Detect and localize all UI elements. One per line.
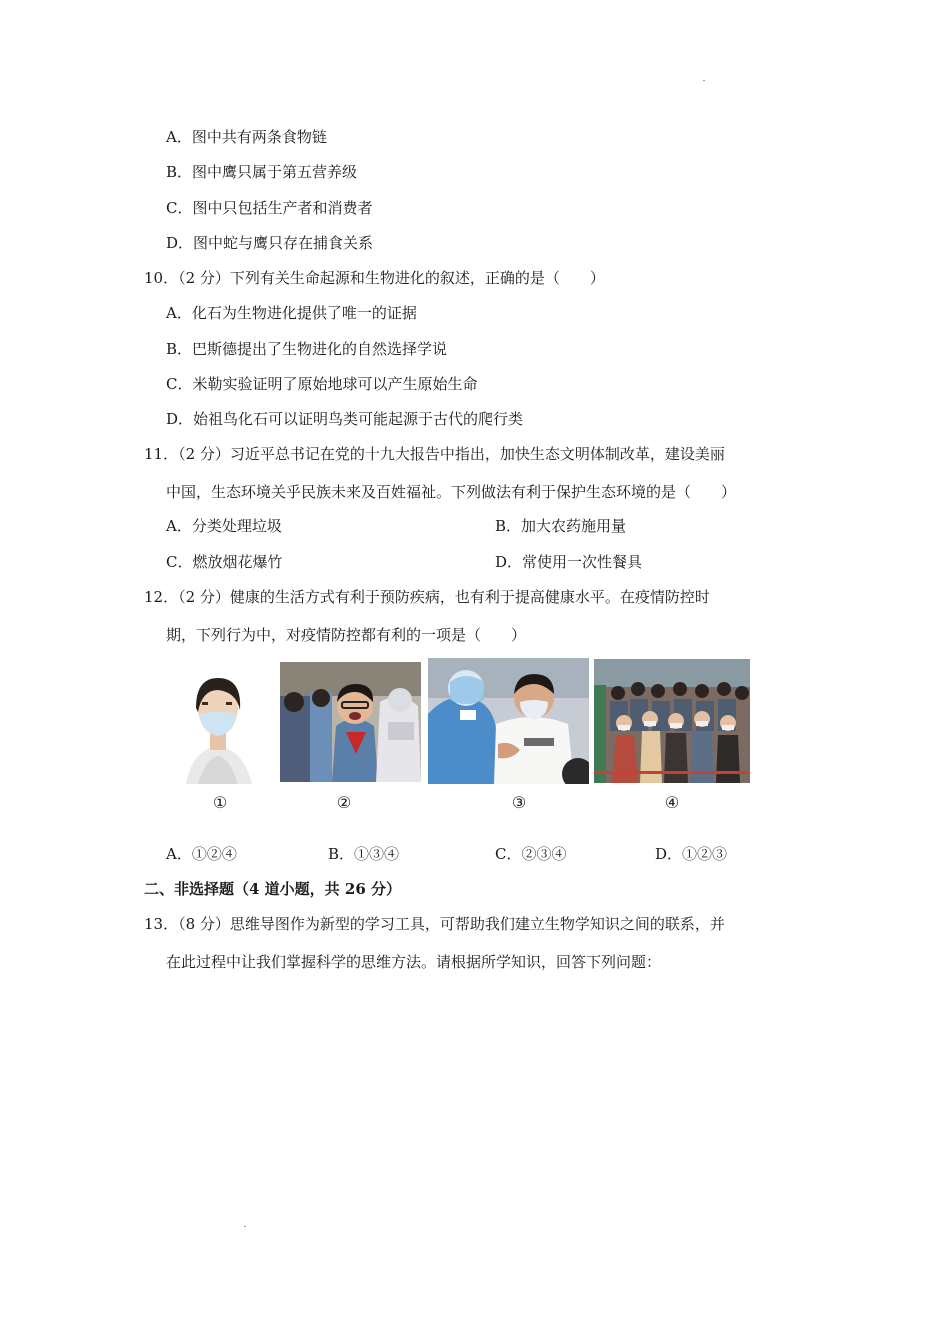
q11-option-b[interactable]: B．加大农药施用量 bbox=[495, 517, 627, 535]
q9-option-b[interactable]: B．图中鹰只属于第五营养级 bbox=[166, 163, 358, 181]
q12-stem-line2: 期，下列行为中，对疫情防控都有利的一项是（ ） bbox=[166, 626, 527, 644]
photo-vaccination bbox=[428, 658, 589, 784]
q9-option-a[interactable]: A．图中共有两条食物链 bbox=[166, 128, 327, 146]
q11-option-d[interactable]: D．常使用一次性餐具 bbox=[495, 553, 643, 571]
q12-stem-line1: 12．（2 分）健康的生活方式有利于预防疾病，也有利于提高健康水平。在疫情防控时 bbox=[144, 588, 710, 606]
page-mark-top bbox=[703, 80, 705, 81]
q11-stem-line1: 11．（2 分）习近平总书记在党的十九大报告中指出，加快生态文明体制改革，建设美丽 bbox=[144, 445, 725, 463]
photo-mask-wearing bbox=[166, 662, 270, 784]
q13-stem-line1: 13．（8 分）思维导图作为新型的学习工具，可帮助我们建立生物学知识之间的联系，并 bbox=[144, 915, 725, 933]
q12-option-b[interactable]: B．①③④ bbox=[328, 845, 400, 863]
photo-caption-4: ④ bbox=[664, 793, 680, 812]
photo-caption-3: ③ bbox=[511, 793, 527, 812]
q9-option-c[interactable]: C．图中只包括生产者和消费者 bbox=[166, 199, 373, 217]
photo-temperature-check bbox=[280, 662, 421, 782]
q10-option-c[interactable]: C．米勒实验证明了原始地球可以产生原始生命 bbox=[166, 375, 478, 393]
section-2-title: 二、非选择题（4 道小题，共 26 分） bbox=[144, 880, 401, 898]
q10-option-a[interactable]: A．化石为生物进化提供了唯一的证据 bbox=[166, 304, 417, 322]
q11-stem-line2: 中国，生态环境关乎民族未来及百姓福祉。下列做法有利于保护生态环境的是（ ） bbox=[166, 483, 737, 501]
q10-option-b[interactable]: B．巴斯德提出了生物进化的自然选择学说 bbox=[166, 340, 448, 358]
q9-option-d[interactable]: D．图中蛇与鹰只存在捕食关系 bbox=[166, 234, 374, 252]
page-mark-bottom bbox=[244, 1226, 246, 1227]
q10-option-d[interactable]: D．始祖鸟化石可以证明鸟类可能起源于古代的爬行类 bbox=[166, 410, 524, 428]
q12-option-c[interactable]: C．②③④ bbox=[495, 845, 567, 863]
q12-option-d[interactable]: D．①②③ bbox=[655, 845, 728, 863]
q10-stem: 10．（2 分）下列有关生命起源和生物进化的叙述，正确的是（ ） bbox=[144, 269, 605, 287]
q11-option-c[interactable]: C．燃放烟花爆竹 bbox=[166, 553, 283, 571]
photo-caption-2: ② bbox=[336, 793, 352, 812]
photo-caption-1: ① bbox=[212, 793, 228, 812]
q12-option-a[interactable]: A．①②④ bbox=[166, 845, 237, 863]
photo-crowd-queue bbox=[594, 659, 750, 783]
q11-option-a[interactable]: A．分类处理垃圾 bbox=[166, 517, 282, 535]
q13-stem-line2: 在此过程中让我们掌握科学的思维方法。请根据所学知识，回答下列问题： bbox=[166, 953, 662, 971]
